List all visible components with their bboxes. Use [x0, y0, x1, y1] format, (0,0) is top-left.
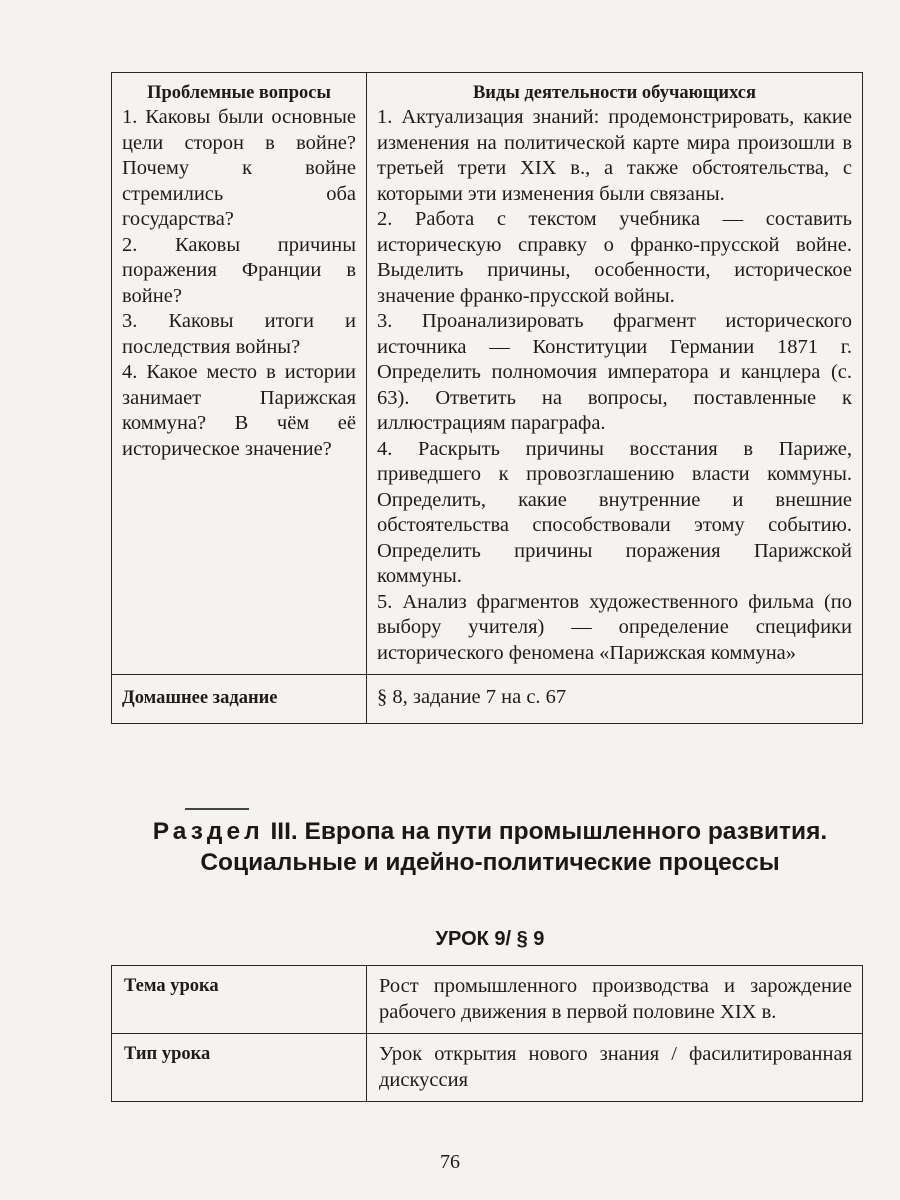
question-item: 4. Какое место в истории занимает Парижская коммуна? В чём её историческое значение? [122, 361, 356, 460]
section-divider [185, 808, 249, 810]
lesson-type-value: Урок открытия нового знания / фасилитированная дискуссия [367, 1034, 863, 1102]
table-row [112, 73, 863, 675]
homework-value: § 8, задание 7 на с. 67 [367, 675, 863, 724]
lesson-topic-value: Рост промышленного производства и зарождение рабочего движения в первой половине XIX в. [367, 966, 863, 1034]
table-row [112, 966, 863, 1034]
activity-item: 1. Актуализация знаний: продемонстрировать, какие изменения на политической карте мира произошли в третьей трети XIX в., а также обстоятельства, с которыми эти изменения были связаны. [377, 106, 852, 205]
page-number: 76 [440, 1151, 460, 1173]
section-prefix: Раздел [152, 818, 264, 845]
activity-item: 2. Работа с текстом учебника — составить историческую справку о франко-прусской войне. Выделить причины, особенности, историческое значение франко-прусской войны. [377, 208, 852, 307]
problem-questions-header: Проблемные вопросы [147, 83, 331, 103]
table-row [112, 1034, 863, 1102]
activity-item: 4. Раскрыть причины восстания в Париже, приведшего к провозглашению власти коммуны. Определить, какие внутренние и внешние обстоятельства способствовали этому событию. Определить причины поражения Парижской коммуны. [377, 437, 852, 587]
lesson-type-label: Тип урока [112, 1034, 367, 1102]
table-row [112, 675, 863, 724]
lesson-plan-table [111, 72, 863, 724]
activities-header: Виды деятельности обучающихся [472, 83, 757, 103]
section-heading [110, 816, 870, 878]
section-title: III. Европа на пути промышленного развития. Социальные и идейно-политические процессы [200, 818, 828, 876]
activity-item: 5. Анализ фрагментов художественного фильма (по выбору учителя) — определение специфики исторического феномена «Парижская коммуна» [377, 590, 852, 664]
lesson-info-table [111, 965, 863, 1102]
lesson-title: УРОК 9/ § 9 [435, 928, 545, 950]
question-item: 3. Каковы итоги и последствия войны? [122, 310, 356, 358]
problem-questions-cell [112, 73, 367, 675]
activity-item: 3. Проанализировать фрагмент исторического источника — Конституции Германии 1871 г. Определить полномочия императора и канцлера (с. 63). Ответить на вопросы, поставленные к иллюстрациям параграфа. [377, 310, 852, 434]
homework-label: Домашнее задание [112, 675, 367, 724]
activities-cell [367, 73, 863, 675]
lesson-topic-label: Тема урока [112, 966, 367, 1034]
question-item: 2. Каковы причины поражения Франции в войне? [122, 233, 356, 307]
question-item: 1. Каковы были основные цели сторон в войне? Почему к войне стремились оба государства? [122, 106, 356, 230]
